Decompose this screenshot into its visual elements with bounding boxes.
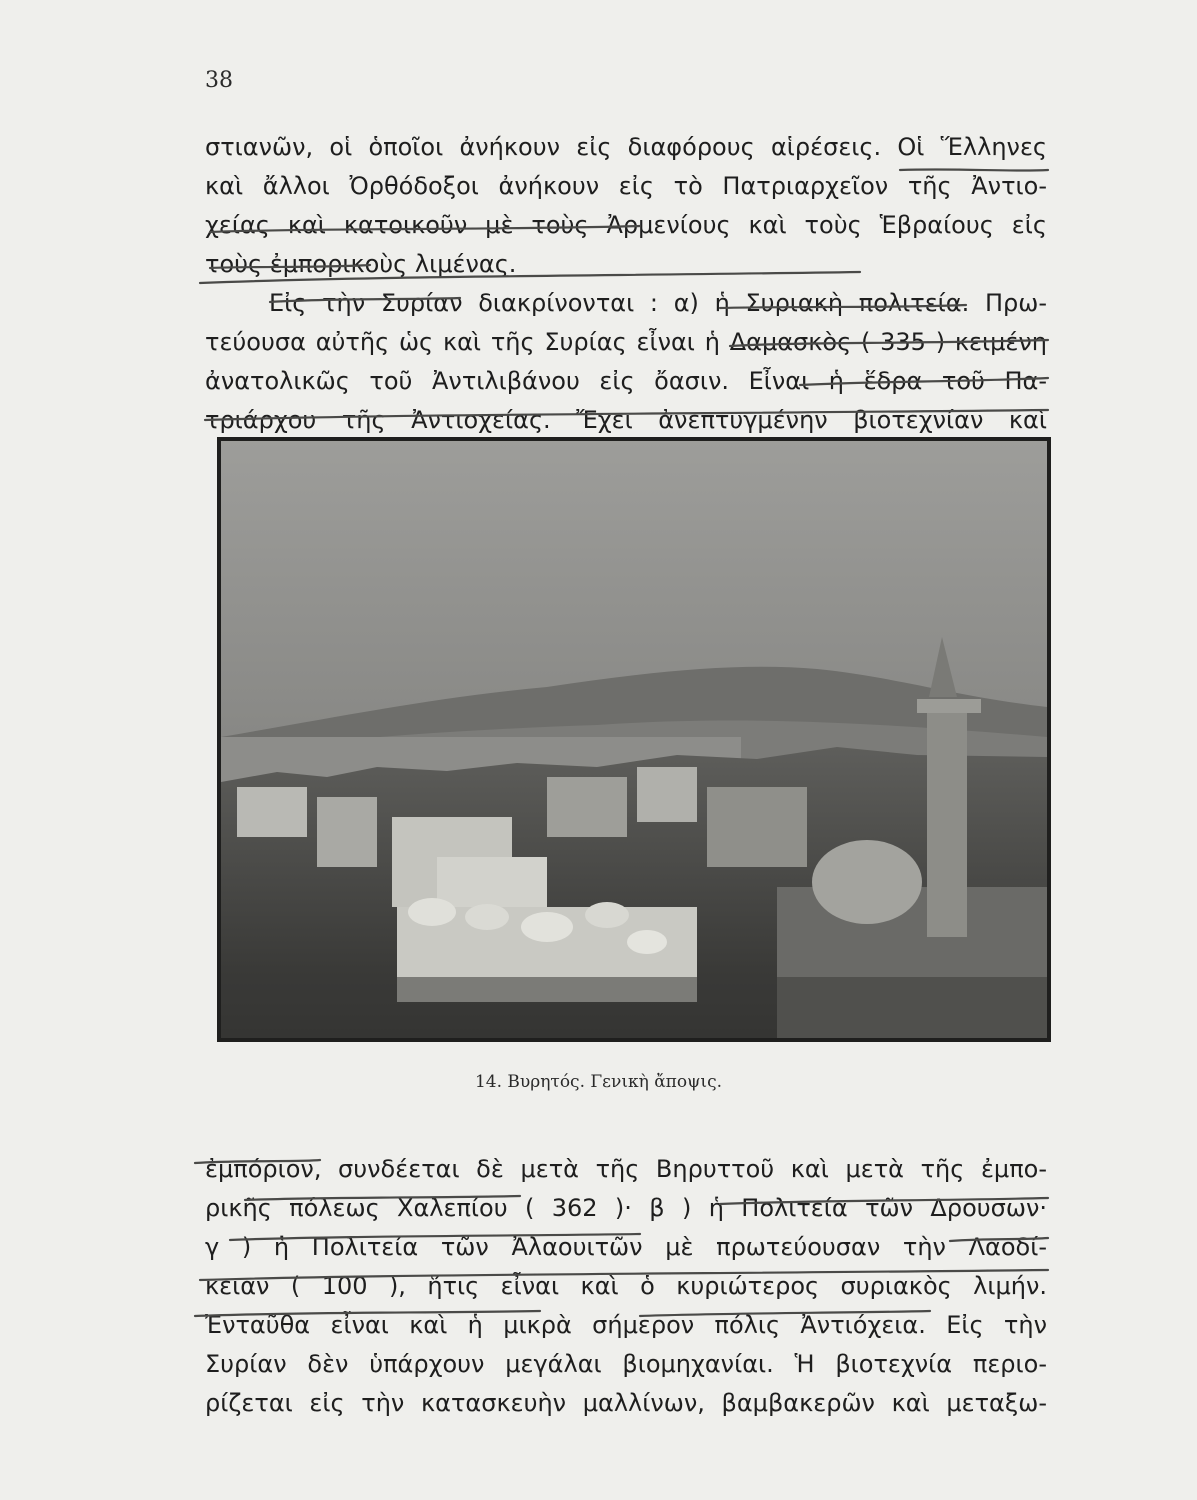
text-line: ρικῆς πόλεως Χαλεπίου ( 362 )· β ) ἡ Πολιτεία τῶν Δρουσων· xyxy=(205,1194,1047,1222)
text-line: τριάρχου τῆς Ἀντιοχείας. Ἔχει ἀνεπτυγμένην βιοτεχνίαν καὶ xyxy=(205,406,1047,434)
text-line: χείας καὶ κατοικοῦν μὲ τοὺς Ἀρμενίους καὶ τοὺς Ἑβραίους εἰς xyxy=(205,211,1047,239)
text-line: Εἰς τὴν Συρίαν διακρίνονται : α) ἡ Συριακὴ πολιτεία. Πρω- xyxy=(269,289,1047,317)
text-line: καὶ ἄλλοι Ὀρθόδοξοι ἀνήκουν εἰς τὸ Πατριαρχεῖον τῆς Ἀντιο- xyxy=(205,172,1047,200)
text-line: ρίζεται εἰς τὴν κατασκευὴν μαλλίνων, βαμβακερῶν καὶ μεταξω- xyxy=(205,1389,1047,1417)
text-line: κειαν ( 100 ), ἥτις εἶναι καὶ ὁ κυριώτερος συριακὸς λιμήν. xyxy=(205,1272,1047,1300)
text-line: Συρίαν δὲν ὑπάρχουν μεγάλαι βιομηχανίαι. Ἡ βιοτεχνία περιο- xyxy=(205,1350,1047,1378)
text-line: τοὺς ἐμπορικοὺς λιμένας. xyxy=(205,250,517,278)
text-line: τεύουσα αὐτῆς ὡς καὶ τῆς Συρίας εἶναι ἡ Δαμασκὸς ( 335 ) κειμένη xyxy=(205,328,1047,356)
photo-beirut xyxy=(217,437,1051,1042)
text-line: στιανῶν, οἱ ὁποῖοι ἀνήκουν εἰς διαφόρους αἱρέσεις. Οἱ Ἕλληνες xyxy=(205,133,1047,161)
text-line: Ἐνταῦθα εἶναι καὶ ἡ μικρὰ σήμερον πόλις Ἀντιόχεια. Εἰς τὴν xyxy=(205,1311,1047,1339)
text-block-top xyxy=(205,128,1047,440)
page-number: 38 xyxy=(205,68,233,93)
text-block-bottom xyxy=(205,1150,1047,1423)
text-line: ἀνατολικῶς τοῦ Ἀντιλιβάνου εἰς ὄασιν. Εἶναι ἡ ἕδρα τοῦ Πα- xyxy=(205,367,1047,395)
figure-caption: 14. Βυρητός. Γενικὴ ἄποψις. xyxy=(474,1072,723,1092)
text-line: γ ) ἡ Πολιτεία τῶν Ἀλαουιτῶν μὲ πρωτεύουσαν τὴν Λαοδί- xyxy=(205,1233,1047,1261)
text-line: ἐμπόριον, συνδέεται δὲ μετὰ τῆς Βηρυττοῦ καὶ μετὰ τῆς ἐμπο- xyxy=(205,1155,1047,1183)
